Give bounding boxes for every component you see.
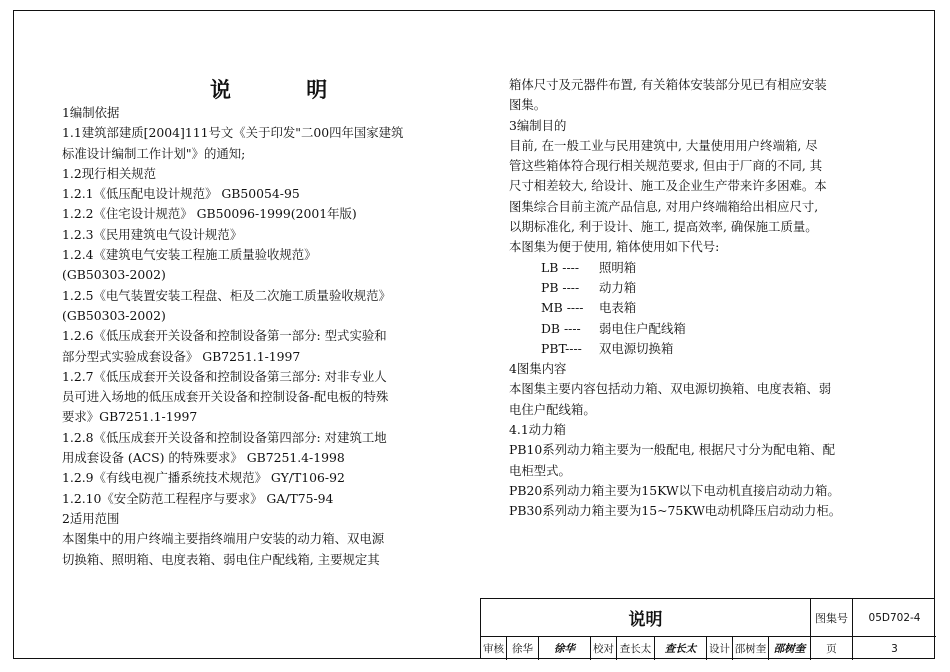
text-line: 1.2.3《民用建筑电气设计规范》 (62, 226, 243, 242)
code-key: PB ---- (541, 279, 580, 295)
text-line: 管这些箱体符合现行相关规范要求, 但由于厂商的不同, 其 (509, 158, 823, 174)
code-key: MB ---- (541, 300, 584, 316)
text-line: 图集。 (509, 97, 547, 113)
text-line: 1.1建筑部建质[2004]111号文《关于印发"二00四年国家建筑 (62, 125, 404, 141)
text-line: 标准设计编制工作计划"》的通知; (62, 145, 246, 161)
text-line: 切换箱、照明箱、电度表箱、弱电住户配线箱, 主要规定其 (62, 551, 380, 567)
text-line: 1编制依据 (62, 105, 120, 120)
code-row (509, 339, 881, 359)
atlas-number-label: 图集号 (811, 599, 853, 637)
text-line: 1.2.4《建筑电气安装工程施工质量验收规范》 (62, 247, 317, 263)
text-line: 1.2.8《低压成套开关设备和控制设备第四部分: 对建筑工地 (62, 429, 387, 445)
text-line: 1.2.9《有线电视广播系统技术规范》 GY/T106-92 (62, 470, 345, 486)
text-line: 4图集内容 (509, 361, 567, 377)
text-line: 电柜型式。 (509, 462, 571, 478)
check-label: 校对 (591, 637, 617, 660)
text-line: 1.2.2《住宅设计规范》 GB50096-1999(2001年版) (62, 206, 357, 222)
code-value: 照明箱 (599, 259, 637, 275)
text-line: 电住户配线箱。 (509, 401, 596, 417)
text-line: 1.2现行相关规范 (62, 165, 157, 181)
text-line: 本图集主要内容包括动力箱、双电源切换箱、电度表箱、弱 (509, 381, 832, 397)
code-value: 电表箱 (599, 300, 637, 316)
code-row (509, 319, 881, 339)
text-line: 图集综合目前主流产品信息, 对用户终端箱给出相应尺寸, (509, 198, 819, 214)
checker-name: 查长太 (617, 637, 655, 660)
text-line: 3编制目的 (509, 117, 567, 133)
code-row (509, 258, 881, 278)
text-line: 1.2.1《低压配电设计规范》 GB50054-95 (62, 186, 300, 202)
text-line: 员可进入场地的低压成套开关设备和控制设备-配电板的特殊 (62, 389, 389, 405)
code-row (509, 278, 881, 298)
designer-signature: 邵树奎 (769, 637, 811, 660)
title-block-title: 说明 (481, 599, 811, 637)
code-value: 双电源切换箱 (599, 340, 674, 356)
atlas-number: 05D702-4 (853, 599, 936, 637)
text-line: 目前, 在一般工业与民用建筑中, 大量使用用户终端箱, 尽 (509, 137, 818, 153)
reviewer-name: 徐华 (507, 637, 539, 660)
text-line: 1.2.6《低压成套开关设备和控制设备第一部分: 型式实验和 (62, 328, 387, 344)
text-line: 要求》GB7251.1-1997 (62, 409, 198, 425)
text-line: 部分型式实验成套设备》 GB7251.1-1997 (62, 348, 301, 364)
page-label: 页 (811, 637, 853, 660)
code-value: 弱电住户配线箱 (599, 320, 686, 336)
designer-name: 邵树奎 (733, 637, 769, 660)
text-line: 用成套设备 (ACS) 的特殊要求》 GB7251.4-1998 (62, 450, 345, 466)
text-line: 2适用范围 (62, 510, 120, 526)
page-title: 说 明 (210, 78, 362, 102)
left-column (62, 103, 442, 570)
text-line: 1.2.5《电气装置安装工程盘、柜及二次施工质量验收规范》 (62, 287, 391, 303)
code-value: 动力箱 (599, 279, 637, 295)
code-key: LB ---- (541, 259, 580, 275)
right-column (509, 75, 881, 522)
text-line: (GB50303-2002) (62, 307, 166, 323)
text-line: 以期标准化, 利于设计、施工, 提高效率, 确保施工质量。 (509, 219, 818, 235)
title-block (480, 598, 935, 659)
text-line: 尺寸相差较大, 给设计、施工及企业生产带来许多困难。本 (509, 178, 827, 194)
checker-signature: 查长太 (655, 637, 707, 660)
page-number: 3 (891, 642, 898, 655)
text-line: 箱体尺寸及元器件布置, 有关箱体安装部分见已有相应安装 (509, 77, 827, 92)
text-line: (GB50303-2002) (62, 267, 166, 283)
text-line: PB30系列动力箱主要为15~75KW电动机降压启动动力柜。 (509, 503, 842, 519)
text-line: PB10系列动力箱主要为一般配电, 根据尺寸分为配电箱、配 (509, 442, 836, 458)
text-line: 本图集中的用户终端主要指终端用户安装的动力箱、双电源 (62, 531, 385, 547)
code-key: DB ---- (541, 320, 581, 336)
code-list (509, 258, 881, 359)
design-label: 设计 (707, 637, 733, 660)
text-line: 本图集为便于使用, 箱体使用如下代号: (509, 239, 720, 255)
review-label: 审核 (481, 637, 507, 660)
reviewer-signature: 徐华 (539, 637, 591, 660)
signature-row (481, 637, 936, 660)
text-line: 1.2.7《低压成套开关设备和控制设备第三部分: 对非专业人 (62, 368, 387, 384)
text-line: 4.1动力箱 (509, 422, 566, 438)
code-row (509, 298, 881, 318)
text-line: 1.2.10《安全防范工程程序与要求》 GA/T75-94 (62, 490, 334, 506)
code-key: PBT---- (541, 340, 582, 356)
text-line: PB20系列动力箱主要为15KW以下电动机直接启动动力箱。 (509, 482, 840, 498)
